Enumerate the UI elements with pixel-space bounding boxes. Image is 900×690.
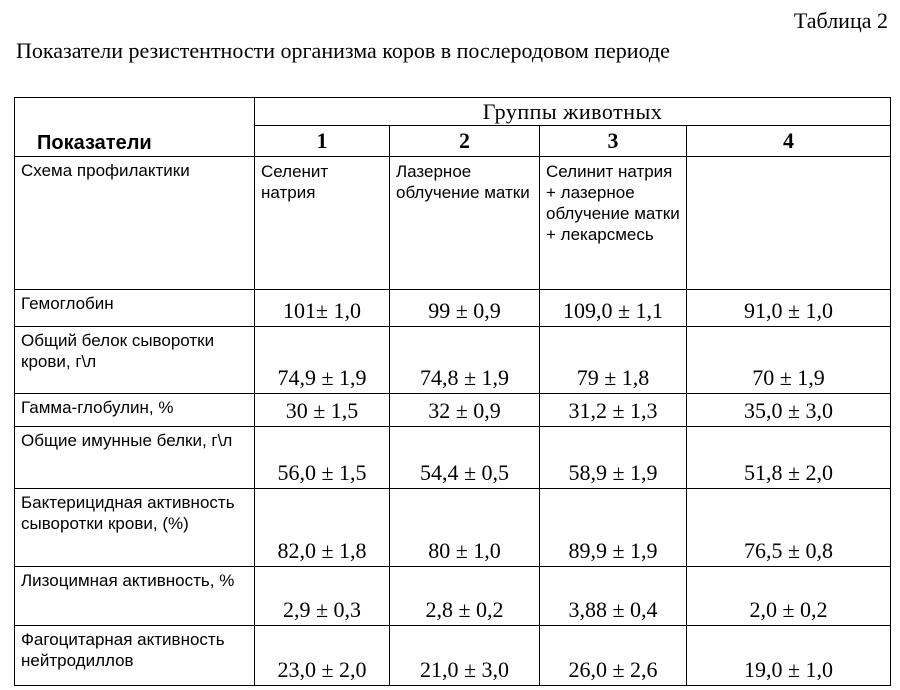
scheme-cell-3: Селинит натрия + лазерное облучение матки + лекарсмесь [540, 157, 687, 290]
table-row [15, 327, 891, 394]
value-cell: 74,9 ± 1,9 [255, 327, 390, 394]
table-row [15, 290, 891, 327]
value-cell: 2,8 ± 0,2 [390, 567, 540, 626]
header-row-groups [15, 98, 891, 126]
value-cell: 56,0 ± 1,5 [255, 427, 390, 489]
value-cell: 3,88 ± 0,4 [540, 567, 687, 626]
scheme-cell-1: Селенит натрия [255, 157, 390, 290]
value-cell: 30 ± 1,5 [255, 394, 390, 427]
row-label: Бактерицидная активность сыворотки крови, (%) [15, 489, 255, 567]
group-number-4: 4 [687, 126, 891, 157]
value-cell: 109,0 ± 1,1 [540, 290, 687, 327]
value-cell: 82,0 ± 1,8 [255, 489, 390, 567]
groups-header: Группы животных [255, 98, 891, 126]
table-row [15, 489, 891, 567]
value-cell: 79 ± 1,8 [540, 327, 687, 394]
value-cell: 19,0 ± 1,0 [687, 626, 891, 686]
value-cell: 101± 1,0 [255, 290, 390, 327]
param-column-header: Показатели [15, 98, 255, 157]
value-cell: 2,9 ± 0,3 [255, 567, 390, 626]
value-cell: 23,0 ± 2,0 [255, 626, 390, 686]
scheme-cell-2: Лазерное облучение матки [390, 157, 540, 290]
value-cell: 31,2 ± 1,3 [540, 394, 687, 427]
value-cell: 51,8 ± 2,0 [687, 427, 891, 489]
value-cell: 99 ± 0,9 [390, 290, 540, 327]
value-cell: 35,0 ± 3,0 [687, 394, 891, 427]
group-number-1: 1 [255, 126, 390, 157]
value-cell: 89,9 ± 1,9 [540, 489, 687, 567]
value-cell: 76,5 ± 0,8 [687, 489, 891, 567]
row-label: Гемоглобин [15, 290, 255, 327]
value-cell: 91,0 ± 1,0 [687, 290, 891, 327]
table-row [15, 626, 891, 686]
value-cell: 74,8 ± 1,9 [390, 327, 540, 394]
scheme-cell-4 [687, 157, 891, 290]
row-label: Общие имунные белки, г\л [15, 427, 255, 489]
value-cell: 54,4 ± 0,5 [390, 427, 540, 489]
document-title: Показатели резистентности организма коров в послеродовом периоде [16, 38, 670, 63]
row-label: Общий белок сыворотки крови, г\л [15, 327, 255, 394]
data-table [14, 97, 891, 686]
value-cell: 21,0 ± 3,0 [390, 626, 540, 686]
value-cell: 26,0 ± 2,6 [540, 626, 687, 686]
row-label: Фагоцитарная активность нейтродиллов [15, 626, 255, 686]
row-label: Лизоцимная активность, % [15, 567, 255, 626]
table-row [15, 427, 891, 489]
value-cell: 70 ± 1,9 [687, 327, 891, 394]
table-number-label: Таблица 2 [793, 8, 888, 33]
value-cell: 58,9 ± 1,9 [540, 427, 687, 489]
table-row [15, 567, 891, 626]
value-cell: 2,0 ± 0,2 [687, 567, 891, 626]
group-number-2: 2 [390, 126, 540, 157]
table-row [15, 394, 891, 427]
value-cell: 32 ± 0,9 [390, 394, 540, 427]
row-label: Схема профилактики [15, 157, 255, 290]
value-cell: 80 ± 1,0 [390, 489, 540, 567]
group-number-3: 3 [540, 126, 687, 157]
row-label: Гамма-глобулин, % [15, 394, 255, 427]
scheme-row [15, 157, 891, 290]
